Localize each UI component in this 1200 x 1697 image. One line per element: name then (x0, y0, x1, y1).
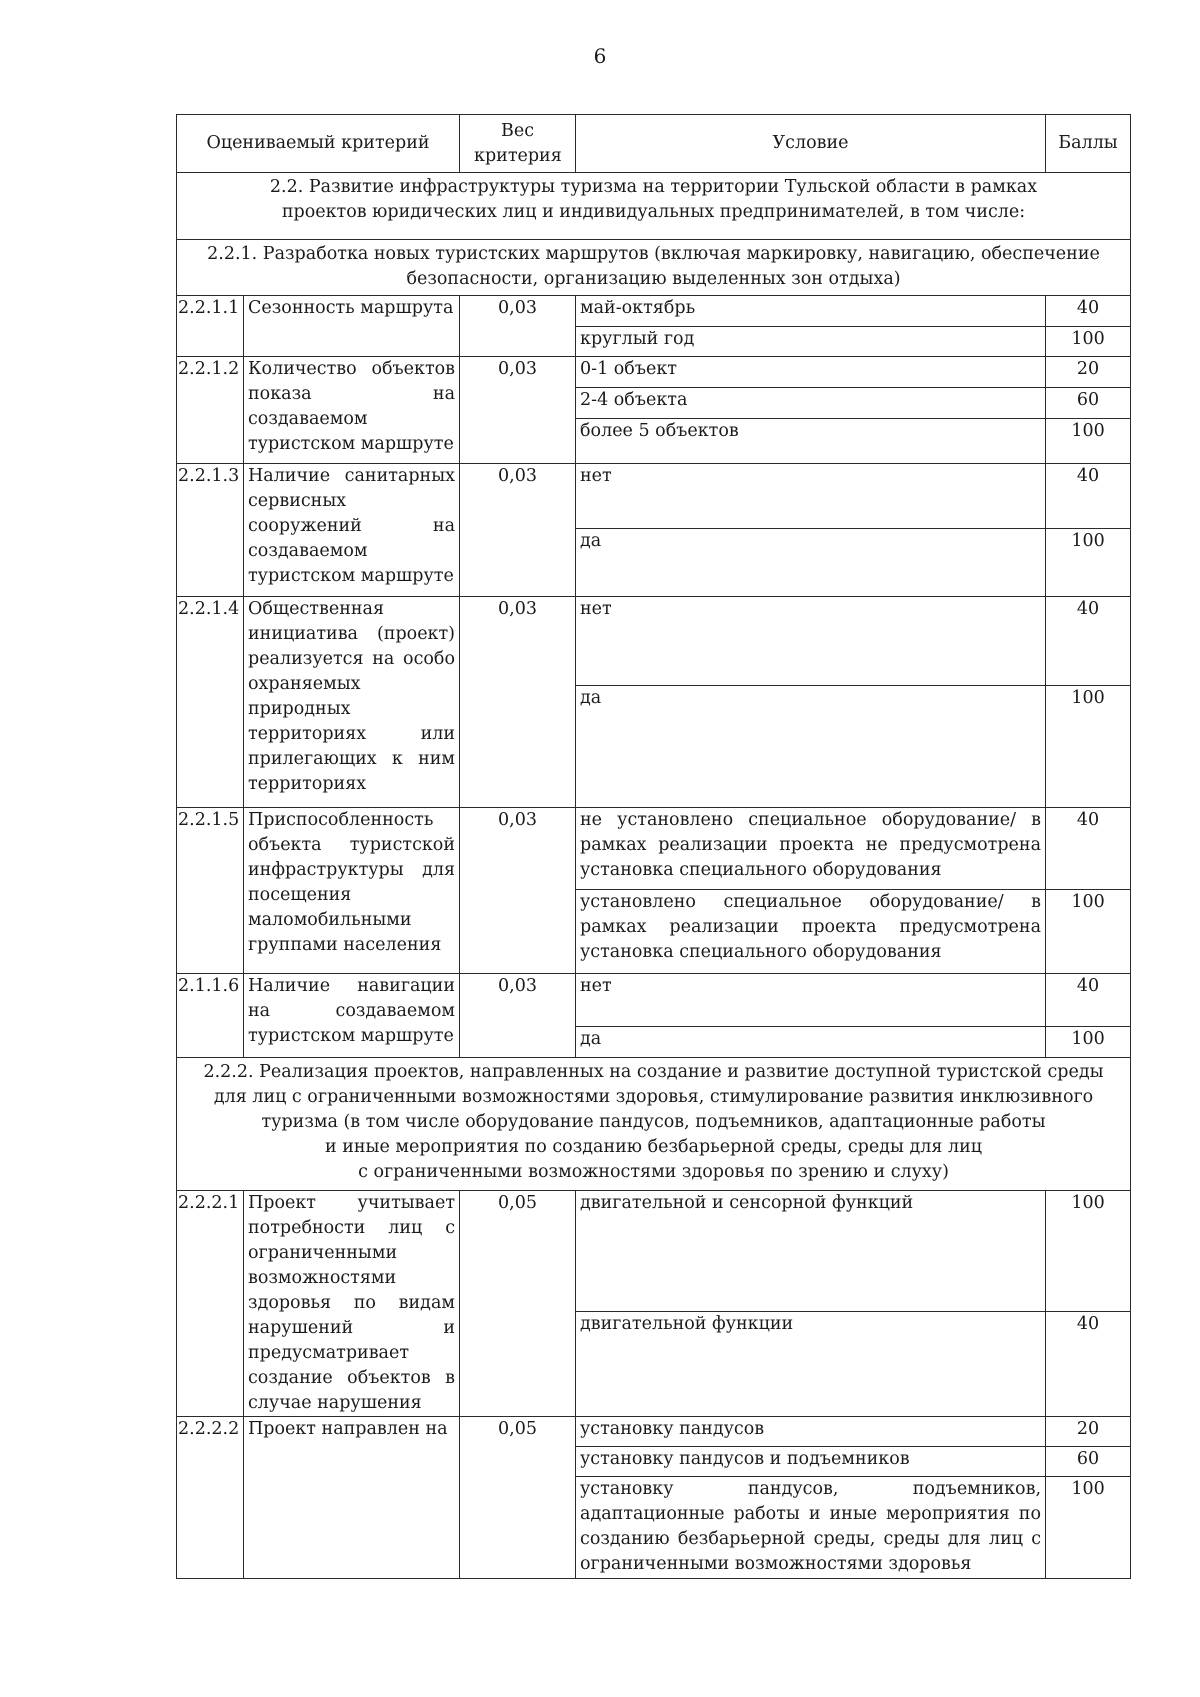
criterion-weight: 0,05 (460, 1191, 576, 1417)
condition-cell: двигательной и сенсорной функций (576, 1191, 1046, 1312)
table-row (177, 597, 1131, 686)
points-cell: 100 (1046, 419, 1131, 464)
condition-cell: более 5 объектов (576, 419, 1046, 464)
criterion-name: Сезонность маршрута (244, 296, 460, 357)
points-cell: 60 (1046, 388, 1131, 419)
criterion-number: 2.2.1.3 (177, 464, 244, 597)
criterion-number: 2.2.1.5 (177, 808, 244, 974)
condition-cell: нет (576, 597, 1046, 686)
criterion-number: 2.2.1.4 (177, 597, 244, 808)
section-row (177, 240, 1131, 296)
condition-cell: 2-4 объекта (576, 388, 1046, 419)
section-row (177, 1058, 1131, 1191)
criteria-table (176, 114, 1131, 1579)
criterion-weight: 0,03 (460, 357, 576, 464)
condition-cell: установлено специальное оборудование/ в рамках реализации проекта предусмотрена установка специального оборудования (576, 890, 1046, 974)
criterion-weight: 0,03 (460, 464, 576, 597)
condition-cell: да (576, 529, 1046, 597)
criterion-number: 2.2.2.1 (177, 1191, 244, 1417)
criterion-name: Приспособленность объекта туристской инфраструктуры для посещения маломобильными группами населения (244, 808, 460, 974)
points-cell: 40 (1046, 808, 1131, 890)
section-title-2-2-1: 2.2.1. Разработка новых туристских маршрутов (включая маркировку, навигацию, обеспечение безопасности, организацию выделенных зон отдыха) (177, 240, 1131, 296)
header-condition: Условие (576, 115, 1046, 173)
section-title-2-2: 2.2. Развитие инфраструктуры туризма на территории Тульской области в рамках проектов юридических лиц и индивидуальных предпринимателей, в том числе: (177, 173, 1131, 240)
section-title-2-2-2: 2.2.2. Реализация проектов, направленных на создание и развитие доступной туристской среды для лиц с ограниченными возможностями здоровья, стимулирование развития инклюзивного туризма (в том числе оборудование пандусов, подъемников, адаптационные работы и иные мероприятия по созданию безбарьерной среды, среды для лиц с ограниченными возможностями здоровья по зрению и слуху) (177, 1058, 1131, 1191)
points-cell: 100 (1046, 1477, 1131, 1579)
criterion-weight: 0,03 (460, 974, 576, 1058)
criterion-name: Проект направлен на (244, 1417, 460, 1579)
points-cell: 40 (1046, 296, 1131, 327)
table-header-row (177, 115, 1131, 173)
header-weight: Вес критерия (460, 115, 576, 173)
points-cell: 40 (1046, 974, 1131, 1027)
points-cell: 40 (1046, 464, 1131, 529)
criterion-weight: 0,03 (460, 808, 576, 974)
points-cell: 60 (1046, 1447, 1131, 1477)
criterion-weight: 0,03 (460, 597, 576, 808)
header-points: Баллы (1046, 115, 1131, 173)
table-row (177, 974, 1131, 1027)
criterion-weight: 0,05 (460, 1417, 576, 1579)
criterion-number: 2.1.1.6 (177, 974, 244, 1058)
table-row (177, 1191, 1131, 1312)
condition-cell: двигательной функции (576, 1312, 1046, 1417)
condition-cell: установку пандусов (576, 1417, 1046, 1447)
condition-cell: нет (576, 464, 1046, 529)
condition-cell: установку пандусов, подъемников, адаптационные работы и иные мероприятия по созданию безбарьерной среды, среды для лиц с ограниченными возможностями здоровья (576, 1477, 1046, 1579)
condition-cell: да (576, 1027, 1046, 1058)
table-row (177, 808, 1131, 890)
condition-cell: не установлено специальное оборудование/ в рамках реализации проекта не предусмотрена установка специального оборудования (576, 808, 1046, 890)
criterion-number: 2.2.1.1 (177, 296, 244, 357)
section-row (177, 173, 1131, 240)
points-cell: 100 (1046, 686, 1131, 808)
criterion-number: 2.2.2.2 (177, 1417, 244, 1579)
points-cell: 40 (1046, 1312, 1131, 1417)
condition-cell: круглый год (576, 327, 1046, 357)
points-cell: 40 (1046, 597, 1131, 686)
points-cell: 100 (1046, 327, 1131, 357)
points-cell: 20 (1046, 357, 1131, 388)
condition-cell: 0-1 объект (576, 357, 1046, 388)
points-cell: 20 (1046, 1417, 1131, 1447)
criterion-name: Наличие навигации на создаваемом туристском маршруте (244, 974, 460, 1058)
condition-cell: май-октябрь (576, 296, 1046, 327)
criterion-number: 2.2.1.2 (177, 357, 244, 464)
points-cell: 100 (1046, 529, 1131, 597)
points-cell: 100 (1046, 1027, 1131, 1058)
criterion-name: Общественная инициатива (проект) реализуется на особо охраняемых природных территориях или прилегающих к ним территориях (244, 597, 460, 808)
criterion-name: Наличие санитарных сервисных сооружений на создаваемом туристском маршруте (244, 464, 460, 597)
condition-cell: да (576, 686, 1046, 808)
condition-cell: нет (576, 974, 1046, 1027)
table-row (177, 357, 1131, 388)
table-row (177, 464, 1131, 529)
points-cell: 100 (1046, 890, 1131, 974)
table-row (177, 1417, 1131, 1447)
table-row (177, 296, 1131, 327)
header-criterion: Оцениваемый критерий (177, 115, 460, 173)
criterion-weight: 0,03 (460, 296, 576, 357)
criterion-name: Проект учитывает потребности лиц с ограниченными возможностями здоровья по видам нарушений и предусматривает создание объектов в случае нарушения (244, 1191, 460, 1417)
page-number: 6 (593, 44, 607, 68)
criterion-name: Количество объектов показа на создаваемом туристском маршруте (244, 357, 460, 464)
points-cell: 100 (1046, 1191, 1131, 1312)
condition-cell: установку пандусов и подъемников (576, 1447, 1046, 1477)
